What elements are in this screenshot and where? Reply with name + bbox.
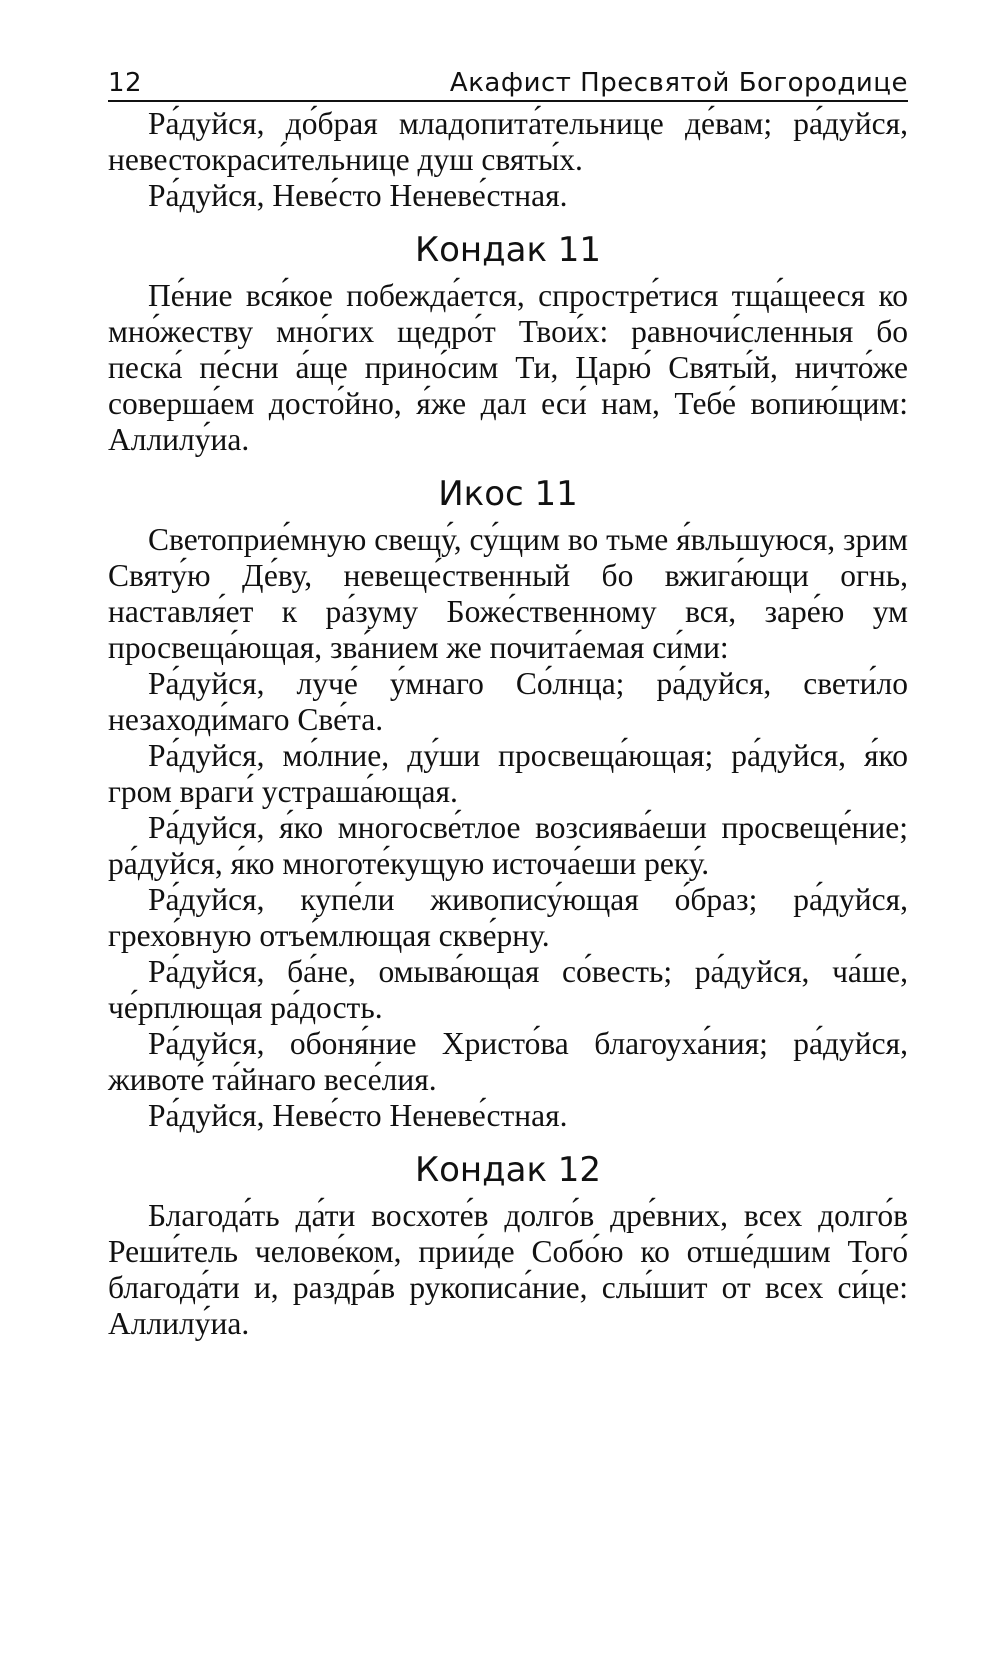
paragraph: Ра́дуйся, я́ко многосве́тлое возсиява́еши просвеще́ние; ра́дуйся, я́ко многоте́кущую источа́еши реку́. [108, 810, 908, 881]
paragraph: Ра́дуйся, ба́не, омыва́ющая со́весть; ра́дуйся, ча́ше, че́рплющая ра́дость. [108, 954, 908, 1025]
paragraph: Светоприе́мную свещу́, су́щим во тьме я́вльшуюся, зрим Святу́ю Де́ву, невеще́ственный бо вжига́ющи огнь, наставля́ет к ра́зуму Боже́ственному вся, заре́ю ум просвеща́ющая, зва́нием же почита́емая си́ми: [108, 522, 908, 665]
heading-kondak-11: Кондак 11 [414, 230, 602, 270]
paragraph: Благода́ть да́ти восхоте́в долго́в дре́вних, всех долго́в Реши́тель челове́ком, прии́де Собо́ю ко отше́дшим Того́ благода́ти и, раздра́в рукописа́ние, слы́шит от всех си́це: Аллилу́иа. [108, 1198, 908, 1341]
paragraph: Ра́дуйся, купе́ли живопису́ющая о́браз; ра́дуйся, грехо́вную отъе́млющая скве́рну. [108, 882, 908, 953]
book-page [108, 60, 908, 1342]
paragraph: Ра́дуйся, мо́лние, ду́ши просвеща́ющая; ра́дуйся, я́ко гром враги́ устраша́ющая. [108, 738, 908, 809]
paragraph: Ра́дуйся, обоня́ние Христо́ва благоуха́ния; ра́дуйся, животе́ та́йнаго весе́лия. [108, 1026, 908, 1097]
running-title: Акафист Пресвятой Богородице [449, 68, 908, 98]
heading-ikos-11: Икос 11 [438, 474, 578, 514]
paragraph: Ра́дуйся, Неве́сто Неневе́стная. [148, 1098, 568, 1133]
paragraph: Ра́дуйся, до́брая младопита́тельнице де́вам; ра́дуйся, невестокраси́тельнице душ святы́х. [108, 106, 908, 177]
running-head [108, 60, 908, 102]
paragraph: Ра́дуйся, Неве́сто Неневе́стная. [148, 178, 568, 213]
page-number: 12 [108, 68, 143, 98]
paragraph: Пе́ние вся́кое побежда́ется, спростре́тися тща́щееся ко мно́жеству мно́гих щедро́т Твои́х: равночи́сленныя бо песка́ пе́сни а́ще прино́сим Ти, Царю́ Святы́й, ничто́же соверша́ем досто́йно, я́же дал еси́ нам, Тебе́ вопию́щим: Аллилу́иа. [108, 278, 908, 457]
paragraph: Ра́дуйся, луче́ у́мнаго Со́лнца; ра́дуйся, свети́ло незаходи́маго Све́та. [108, 666, 908, 737]
heading-kondak-12: Кондак 12 [414, 1150, 602, 1190]
page-body [108, 106, 908, 1342]
